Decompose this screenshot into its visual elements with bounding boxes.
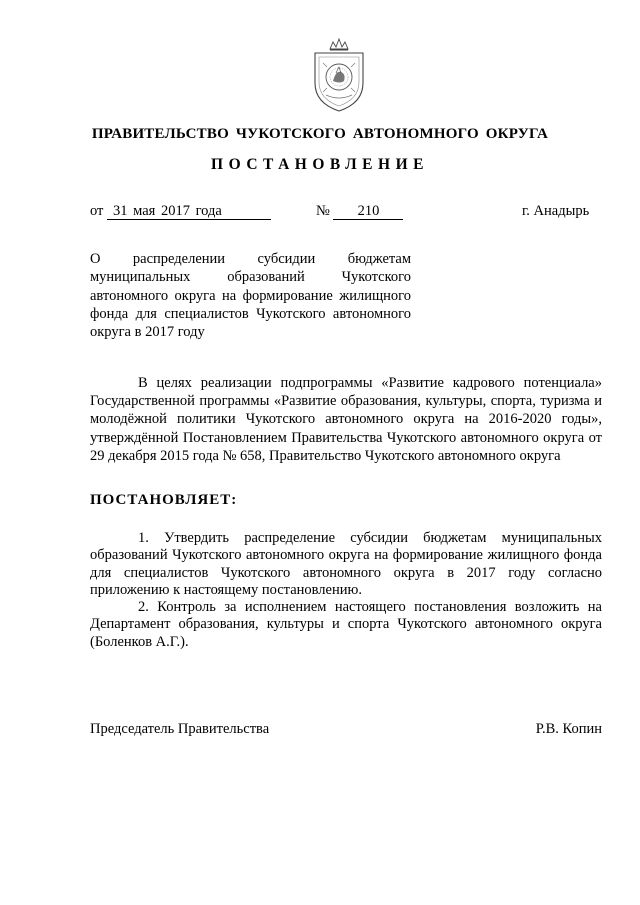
signatory-role: Председатель Правительства <box>90 721 270 737</box>
number-value: 210 <box>333 204 403 220</box>
document-date <box>90 203 271 220</box>
document-subject: О распределении субсидии бюджетам муниципальных образований Чукотского автономного округа на формирование жилищного фонда для специалистов Чукотского автономного округа в 2017 году <box>90 251 411 341</box>
resolution-item-2: 2. Контроль за исполнением настоящего постановления возложить на Департамент образования, культуры и спорта Чукотского автономного округа (Боленков А.Г.). <box>90 599 602 650</box>
number-prefix: № <box>316 203 330 219</box>
signatory-name: Р.В. Копин <box>535 721 602 737</box>
document-city: г. Анадырь <box>522 203 590 219</box>
resolution-item-1: 1. Утвердить распределение субсидии бюджетам муниципальных образований Чукотского автономного округа на формирование жилищного фонда для специалистов Чукотского автономного округа в 2017 году согласно приложению к настоящему постановлению. <box>90 530 602 598</box>
chukotka-coat-of-arms-icon <box>306 37 372 115</box>
date-prefix: от <box>90 203 104 219</box>
resolution-items <box>90 530 602 651</box>
resolves-heading: ПОСТАНОВЛЯЕТ: <box>90 492 238 508</box>
date-value: 31 мая 2017 года <box>107 204 271 220</box>
document-type: ПОСТАНОВЛЕНИЕ <box>211 156 429 173</box>
organization-title: ПРАВИТЕЛЬСТВО ЧУКОТСКОГО АВТОНОМНОГО ОКРУГА <box>91 126 549 142</box>
document-number <box>316 203 403 220</box>
preamble-paragraph: В целях реализации подпрограммы «Развитие кадрового потенциала» Государственной программы «Развитие образования, культуры, спорта, туризма и молодёжной политики Чукотского автономного округа на 2016-2020 годы», утверждённой Постановлением Правительства Чукотского автономного округа от 29 декабря 2015 года № 658, Правительство Чукотского автономного округа <box>90 375 602 464</box>
